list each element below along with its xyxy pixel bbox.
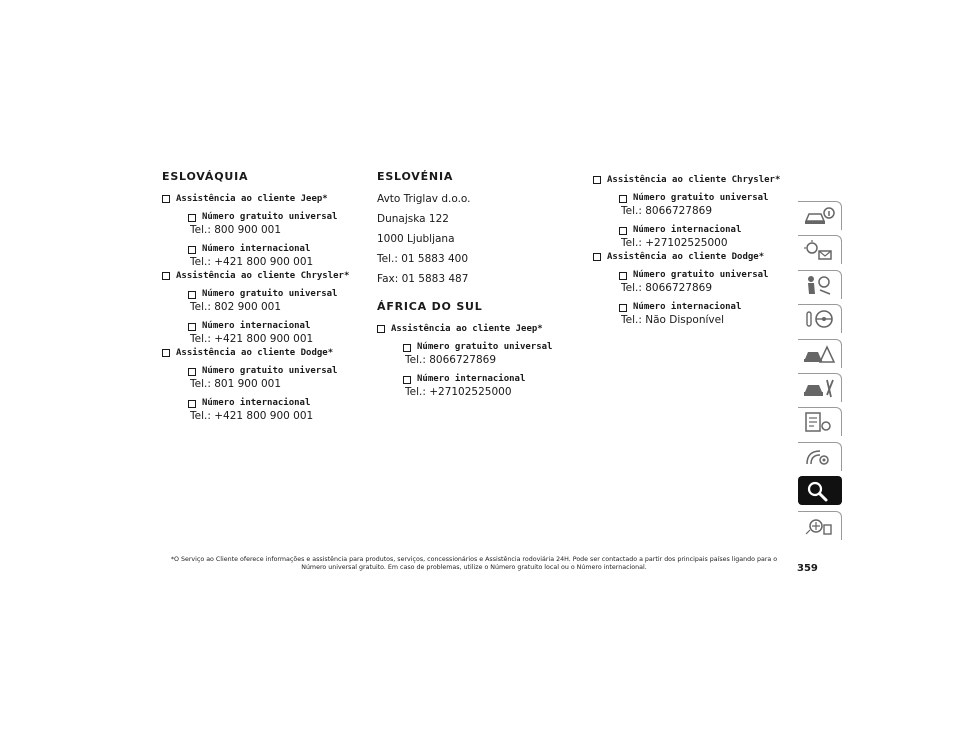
item-value: Tel.: +27102525000 [405, 386, 512, 398]
item-label: Número internacional [417, 374, 526, 384]
checkbox-square-icon [403, 344, 411, 352]
group-title: Assistência ao cliente Dodge* [593, 251, 793, 263]
item-label: Número internacional [202, 244, 311, 254]
car-warning-triangle-icon [802, 343, 836, 365]
checkbox-square-icon [188, 400, 196, 408]
section-heading-eslovaquia: ESLOVÁQUIA [162, 170, 249, 183]
checkbox-square-icon [593, 176, 601, 184]
address-line: Fax: 01 5883 487 [377, 273, 469, 285]
item-value: Tel.: +421 800 900 001 [190, 410, 314, 422]
checkbox-square-icon [188, 368, 196, 376]
list-item [188, 398, 362, 422]
steering-wheel-icon [802, 308, 836, 330]
item-value: Tel.: 8066727869 [621, 205, 713, 217]
item-value: Tel.: +421 800 900 001 [190, 333, 314, 345]
checkbox-square-icon [619, 195, 627, 203]
section-heading-eslovenia: ESLOVÉNIA [377, 170, 454, 183]
item-label: Número gratuito universal [202, 366, 338, 376]
item-value: Tel.: +27102525000 [621, 237, 728, 249]
item-value: Tel.: +421 800 900 001 [190, 256, 314, 268]
address-line: 1000 Ljubljana [377, 233, 455, 245]
multimedia-icon [802, 446, 836, 468]
column-africa-do-sul-cont [593, 172, 793, 326]
list-item [619, 270, 793, 294]
list-item [188, 289, 362, 313]
tab-index[interactable] [798, 476, 842, 505]
checkbox-square-icon [619, 304, 627, 312]
list-item [619, 302, 793, 326]
list-item [403, 342, 577, 366]
chapter-tabs [798, 201, 842, 545]
group-title: Assistência ao cliente Chrysler* [593, 174, 793, 186]
airbag-seatbelt-icon [802, 274, 836, 296]
group-title: Assistência ao cliente Dodge* [162, 347, 362, 359]
item-label: Número internacional [633, 225, 742, 235]
column-eslovenia [377, 170, 577, 398]
list-item [188, 212, 362, 236]
tab-driving[interactable] [798, 304, 842, 333]
address-line: Tel.: 01 5883 400 [377, 253, 469, 265]
item-label: Número internacional [202, 321, 311, 331]
item-label: Número gratuito universal [633, 193, 769, 203]
car-info-icon [802, 205, 836, 227]
tab-language[interactable] [798, 511, 842, 540]
tab-multimedia[interactable] [798, 442, 842, 471]
column-eslovaquia [162, 170, 362, 422]
checkbox-square-icon [188, 291, 196, 299]
checkbox-square-icon [188, 323, 196, 331]
checkbox-square-icon [162, 272, 170, 280]
list-item [188, 366, 362, 390]
checkbox-square-icon [188, 214, 196, 222]
checkbox-square-icon [619, 272, 627, 280]
group-title: Assistência ao cliente Jeep* [377, 323, 577, 335]
list-item [619, 193, 793, 217]
section-heading-africa-do-sul: ÁFRICA DO SUL [377, 300, 483, 313]
specifications-icon [802, 411, 836, 433]
checkbox-square-icon [188, 246, 196, 254]
item-label: Número gratuito universal [633, 270, 769, 280]
list-item [403, 374, 577, 398]
car-tools-icon [802, 377, 836, 399]
list-item [188, 321, 362, 345]
tab-emergency[interactable] [798, 339, 842, 368]
item-value: Tel.: 8066727869 [405, 354, 497, 366]
group-title: Assistência ao cliente Chrysler* [162, 270, 362, 282]
item-value: Tel.: 801 900 001 [190, 378, 282, 390]
checkbox-square-icon [593, 253, 601, 261]
tab-servicing[interactable] [798, 373, 842, 402]
item-value: Tel.: 800 900 001 [190, 224, 282, 236]
tab-specifications[interactable] [798, 407, 842, 436]
tab-safety[interactable] [798, 270, 842, 299]
item-label: Número internacional [202, 398, 311, 408]
item-label: Número gratuito universal [417, 342, 553, 352]
list-item [619, 225, 793, 249]
search-icon [802, 480, 836, 502]
checkbox-square-icon [162, 195, 170, 203]
language-icon [802, 515, 836, 537]
address-line: Avto Triglav d.o.o. [377, 193, 471, 205]
item-value: Tel.: Não Disponível [621, 314, 724, 326]
checkbox-square-icon [162, 349, 170, 357]
item-value: Tel.: 8066727869 [621, 282, 713, 294]
item-label: Número gratuito universal [202, 289, 338, 299]
list-item [188, 244, 362, 268]
item-label: Número gratuito universal [202, 212, 338, 222]
checkbox-square-icon [377, 325, 385, 333]
page-number: 359 [797, 563, 818, 574]
warning-light-icon [802, 239, 836, 261]
tab-car-info[interactable] [798, 201, 842, 230]
item-label: Número internacional [633, 302, 742, 312]
address-line: Dunajska 122 [377, 213, 449, 225]
footnote: *O Serviço ao Cliente oferece informações e assistência para produtos, serviços, concessionários e Assistência rodoviária 24H. Pode ser contactado a partir dos principais países ligando para o Número universal gratuito. Em caso de problemas, utilize o Número gratuito local ou o Número internacional. [170, 556, 778, 571]
item-value: Tel.: 802 900 001 [190, 301, 282, 313]
checkbox-square-icon [619, 227, 627, 235]
checkbox-square-icon [403, 376, 411, 384]
group-title: Assistência ao cliente Jeep* [162, 193, 362, 205]
tab-warning-lights[interactable] [798, 235, 842, 264]
